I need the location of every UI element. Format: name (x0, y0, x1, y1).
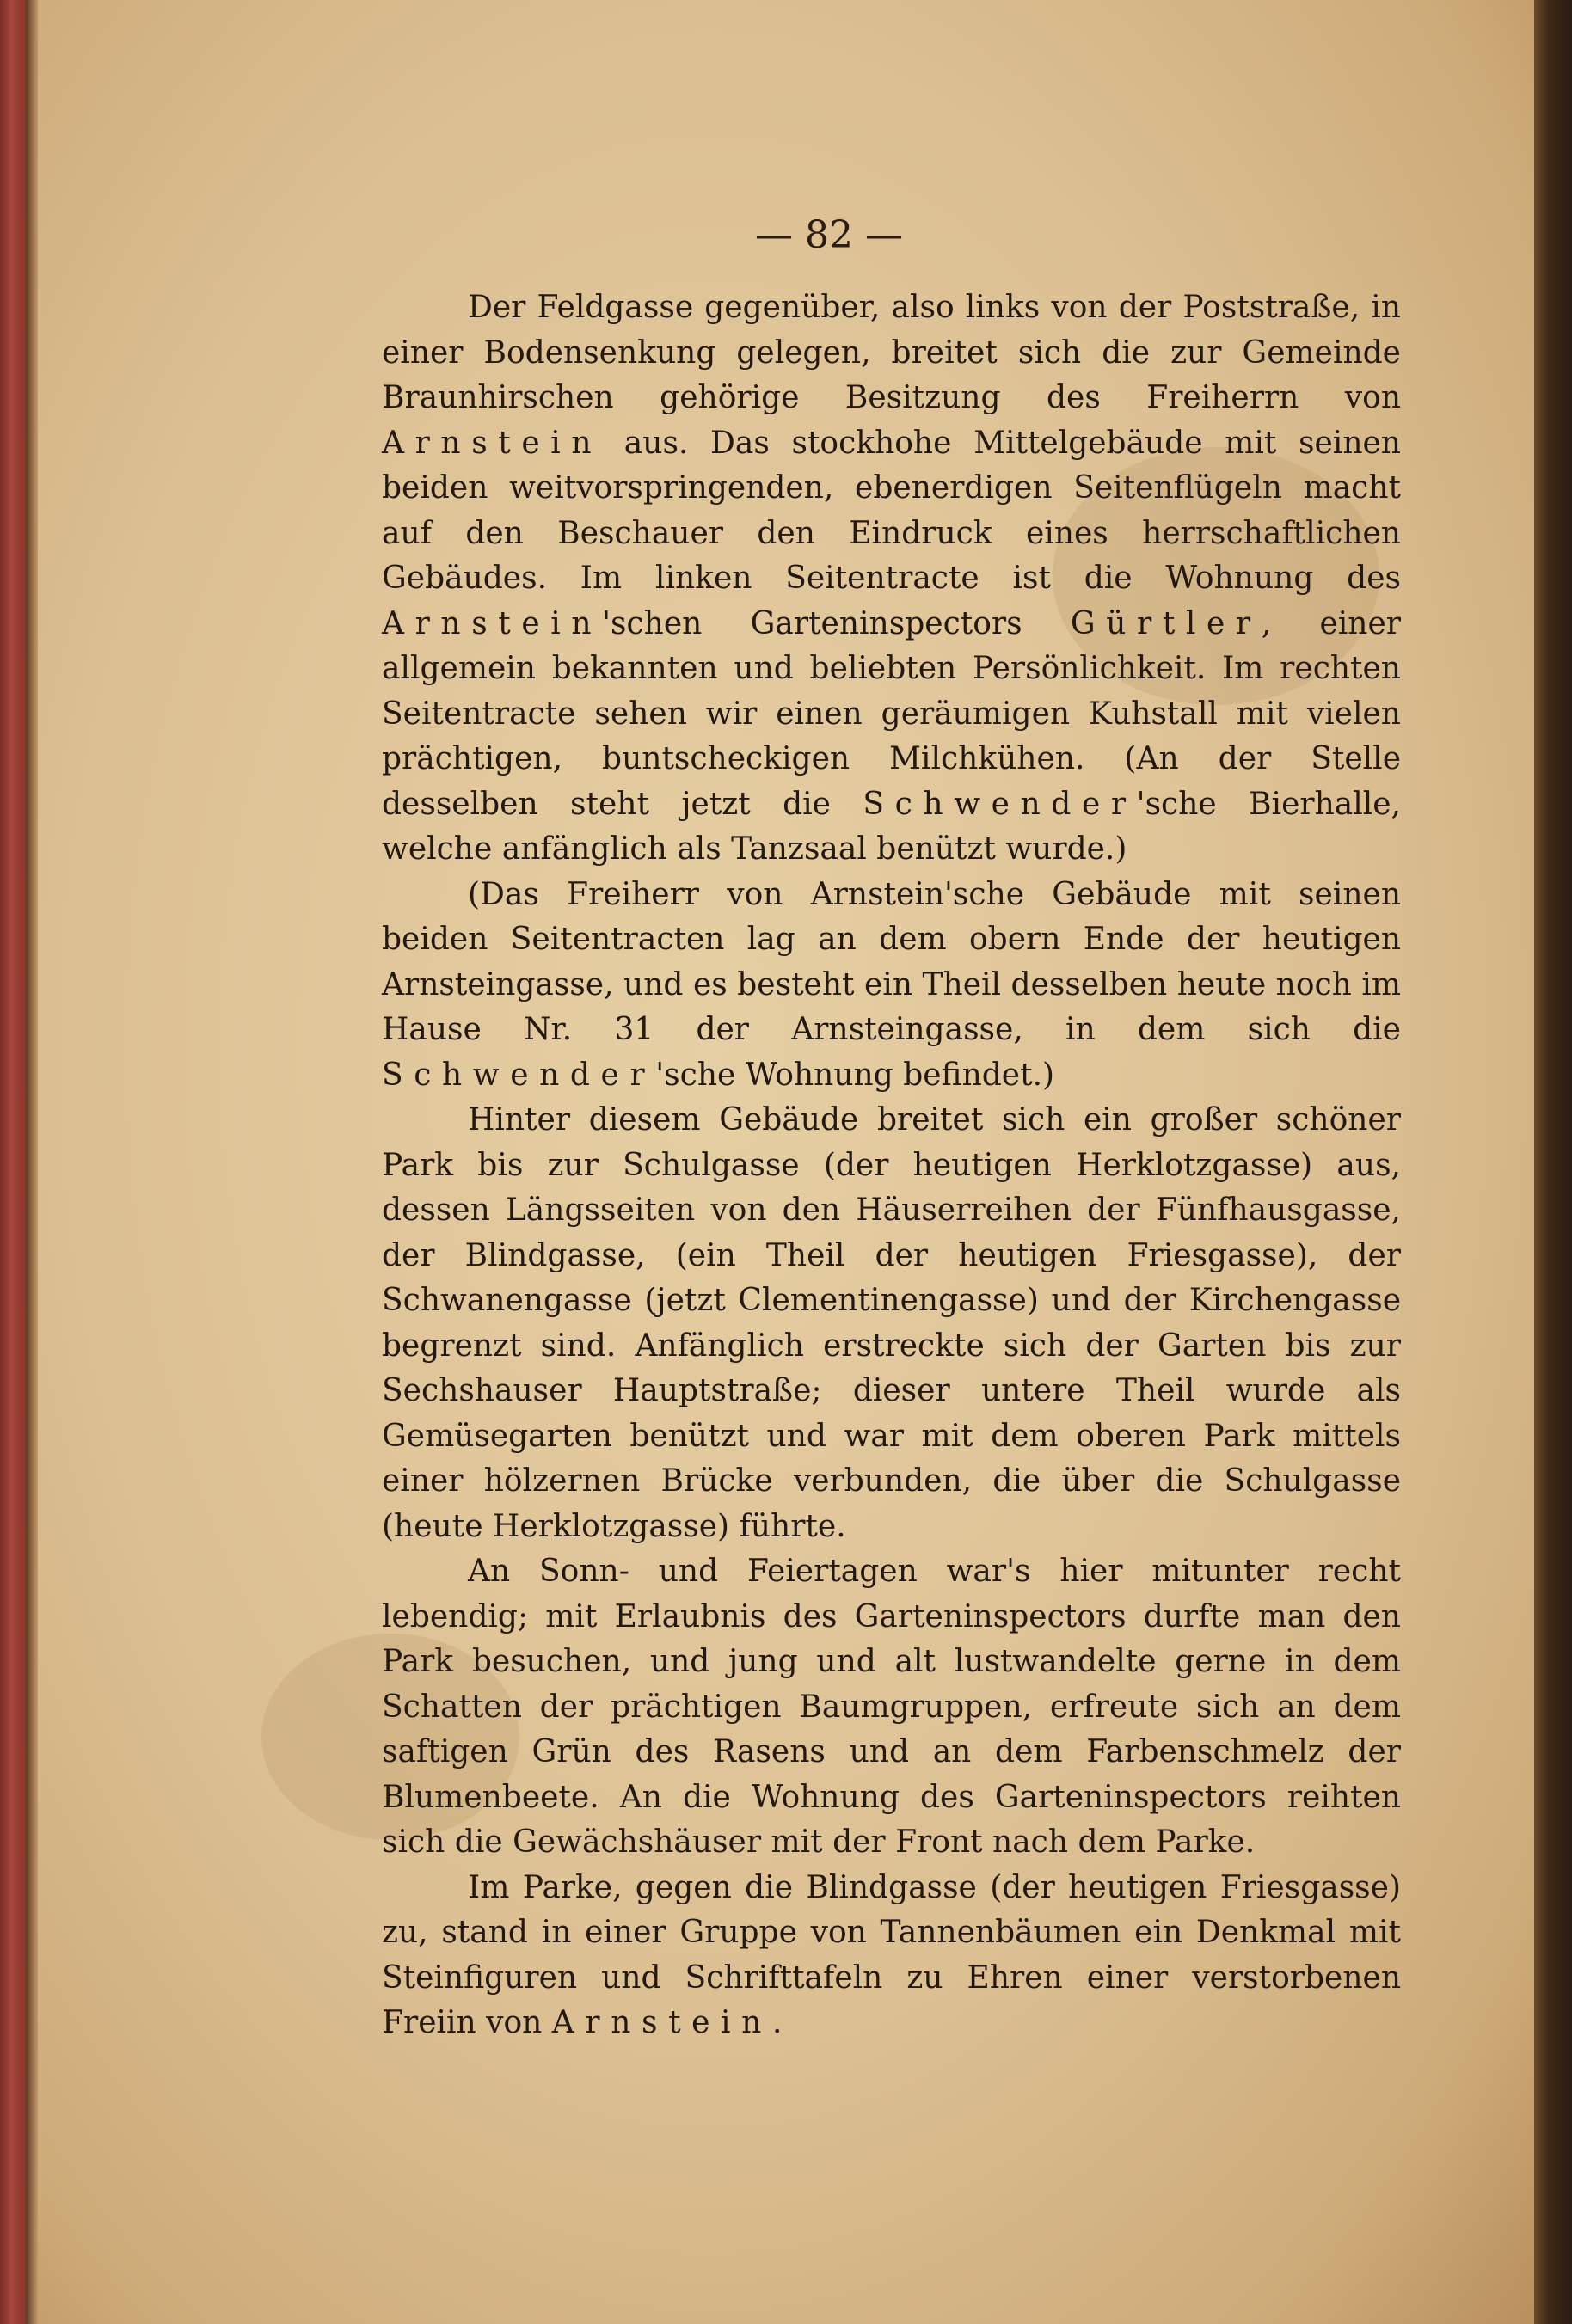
spaced-name: Arnstein (382, 425, 603, 461)
spaced-name: Schwender (863, 786, 1137, 822)
body-text (382, 285, 1401, 2046)
text-segment: Im Parke, gegen die Blindgasse (der heutigen Friesgasse) zu, stand in einer Gruppe von Tannenbäumen ein Denkmal mit Steinfiguren und Schrifttafeln zu Ehren einer verstorbenen Freiin von (382, 1869, 1401, 2040)
paragraph (382, 1866, 1401, 2046)
text-segment: (Das Freiherr von Arnstein'sche Gebäude mit seinen beiden Seitentracten lag an dem obern Ende der heutigen Arnsteingasse, und es besteht ein Theil desselben heute noch im Hause Nr. 31 der Arnsteingasse, in dem sich die (382, 876, 1401, 1047)
text-segment: 'sche Wohnung befindet.) (655, 1057, 1055, 1093)
spaced-name: Arnstein (551, 2005, 772, 2040)
text-segment: . (771, 2005, 783, 2040)
page-edge-shadow (1534, 0, 1572, 2324)
text-segment: 'schen Garteninspectors (602, 605, 1071, 641)
text-segment: , einer allgemein bekannten und beliebten Persönlichkeit. Im rechten Seitentracte sehen wir einen geräumigen Kuhstall mit vielen prächtigen, buntscheckigen Milchkühen. (An der Stelle desselben steht jetzt die (382, 605, 1402, 822)
text-segment: 'sche Bierhalle, welche anfänglich als Tanzsaal benützt wurde.) (382, 786, 1402, 867)
paragraph (382, 1549, 1401, 1866)
text-segment: Hinter diesem Gebäude breitet sich ein großer schöner Park bis zur Schulgasse (der heutigen Herklotzgasse) aus, dessen Längsseiten von den Häuserreihen der Fünfhausgasse, der Blindgasse, (ein Theil der heutigen Friesgasse), der Schwanengasse (jetzt Clementinengasse) und der Kirchengasse begrenzt sind. Anfänglich erstreckte sich der Garten bis zur Sechshauser Hauptstraße; dieser untere Theil wurde als Gemüsegarten benützt und war mit dem oberen Park mittels einer hölzernen Brücke verbunden, die über die Schulgasse (heute Herklotzgasse) führte. (382, 1102, 1401, 1544)
spaced-name: Schwender (382, 1057, 656, 1093)
paragraph (382, 285, 1401, 873)
paragraph (382, 1098, 1401, 1549)
text-segment: Der Feldgasse gegenüber, also links von der Poststraße, in einer Bodensenkung gelegen, breitet sich die zur Gemeinde Braunhirschen gehörige Besitzung des Freiherrn von (382, 290, 1401, 415)
spaced-name: Arnstein (382, 605, 603, 641)
text-segment: aus. Das stockhohe Mittelgebäude mit seinen beiden weitvorspringenden, ebenerdigen Seitenflügeln macht auf den Beschauer den Eindruck eines herrschaftlichen Gebäudes. Im linken Seitentracte ist die Wohnung des (382, 425, 1401, 596)
binding-gutter (26, 0, 38, 2324)
spaced-name: Gürtler (1070, 605, 1262, 641)
text-segment: An Sonn- und Feiertagen war's hier mitunter recht lebendig; mit Erlaubnis des Garteninspectors durfte man den Park besuchen, und jung und alt lustwandelte gerne in dem Schatten der prächtigen Baumgruppen, erfreute sich an dem saftigen Grün des Rasens und an dem Farbenschmelz der Blumenbeete. An die Wohnung des Garteninspectors reihten sich die Gewächshäuser mit der Front nach dem Parke. (382, 1554, 1401, 1860)
book-page (38, 0, 1534, 2324)
book-spine-binding (0, 0, 26, 2324)
paragraph (382, 873, 1401, 1099)
page-number: — 82 — (755, 213, 903, 257)
